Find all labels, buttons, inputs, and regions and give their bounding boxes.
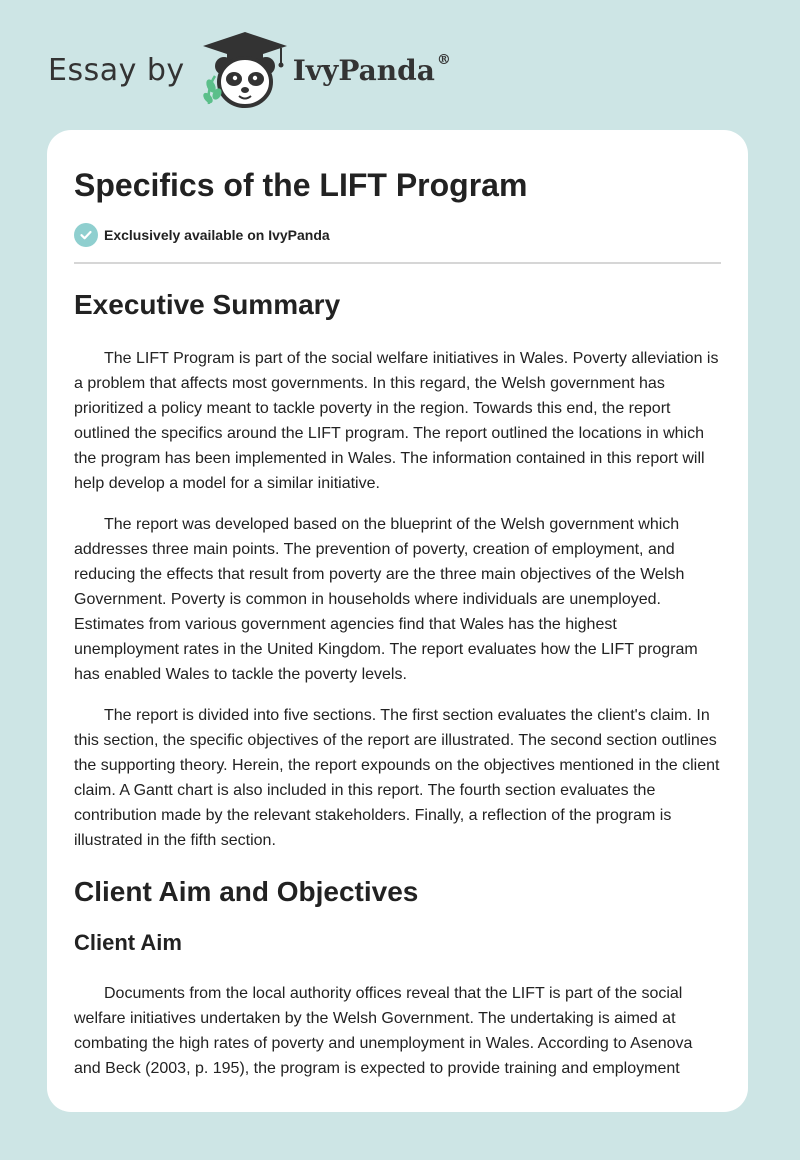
brand-name <box>292 51 451 87</box>
badge-text: Exclusively available on IvyPanda <box>104 227 330 243</box>
page-title: Specifics of the LIFT Program <box>74 167 528 203</box>
title-divider <box>74 262 721 264</box>
registered-mark: ® <box>436 51 451 68</box>
section-heading-client-aim-objectives: Client Aim and Objectives <box>74 876 419 907</box>
brand-prefix: Essay by <box>48 52 185 88</box>
document-card <box>47 130 748 1112</box>
paragraph: The report is divided into five sections. The first section evaluates the client's claim. In this section, the specific objectives of the report are illustrated. The second section outlines the supporting theory. Herein, the report expounds on the objectives mentioned in the client claim. A Gantt chart is also included in this report. The fourth section evaluates the contribution made by the relevant stakeholders. Finally, a reflection of the program is illustrated in the fifth section. <box>74 707 720 849</box>
paragraph: The report was developed based on the blueprint of the Welsh government which addresses three main points. The prevention of poverty, creation of employment, and reducing the effects that result from poverty are the three main objectives of the Welsh Government. Poverty is common in households where individuals are unemployed. Estimates from various government agencies find that Wales has the highest unemployment rates in the United Kingdom. The report evaluates how the LIFT program has enabled Wales to tackle the poverty levels. <box>74 516 698 683</box>
check-circle-icon <box>74 223 98 247</box>
paragraph: Documents from the local authority offices reveal that the LIFT is part of the social welfare initiatives undertaken by the Welsh Government. The undertaking is aimed at combating the high rates of poverty and unemployment in Wales. According to Asenova and Beck (2003, p. 195), the program is expected to provide training and employment <box>74 985 693 1077</box>
brand-header <box>48 30 451 110</box>
panda-logo-icon[interactable] <box>199 30 291 110</box>
brand-name-text: IvyPanda <box>292 53 435 87</box>
exclusive-badge <box>74 222 721 248</box>
section-heading-executive-summary: Executive Summary <box>74 289 341 320</box>
paragraph: The LIFT Program is part of the social welfare initiatives in Wales. Poverty alleviation is a problem that affects most governments. In this regard, the Welsh government has prioritized a policy meant to tackle poverty in the region. Towards this end, the report outlined the specifics around the LIFT program. The report outlined the locations in which the program has been implemented in Wales. The information contained in this report will help develop a model for a similar initiative. <box>74 350 719 492</box>
subsection-heading-client-aim: Client Aim <box>74 930 182 955</box>
